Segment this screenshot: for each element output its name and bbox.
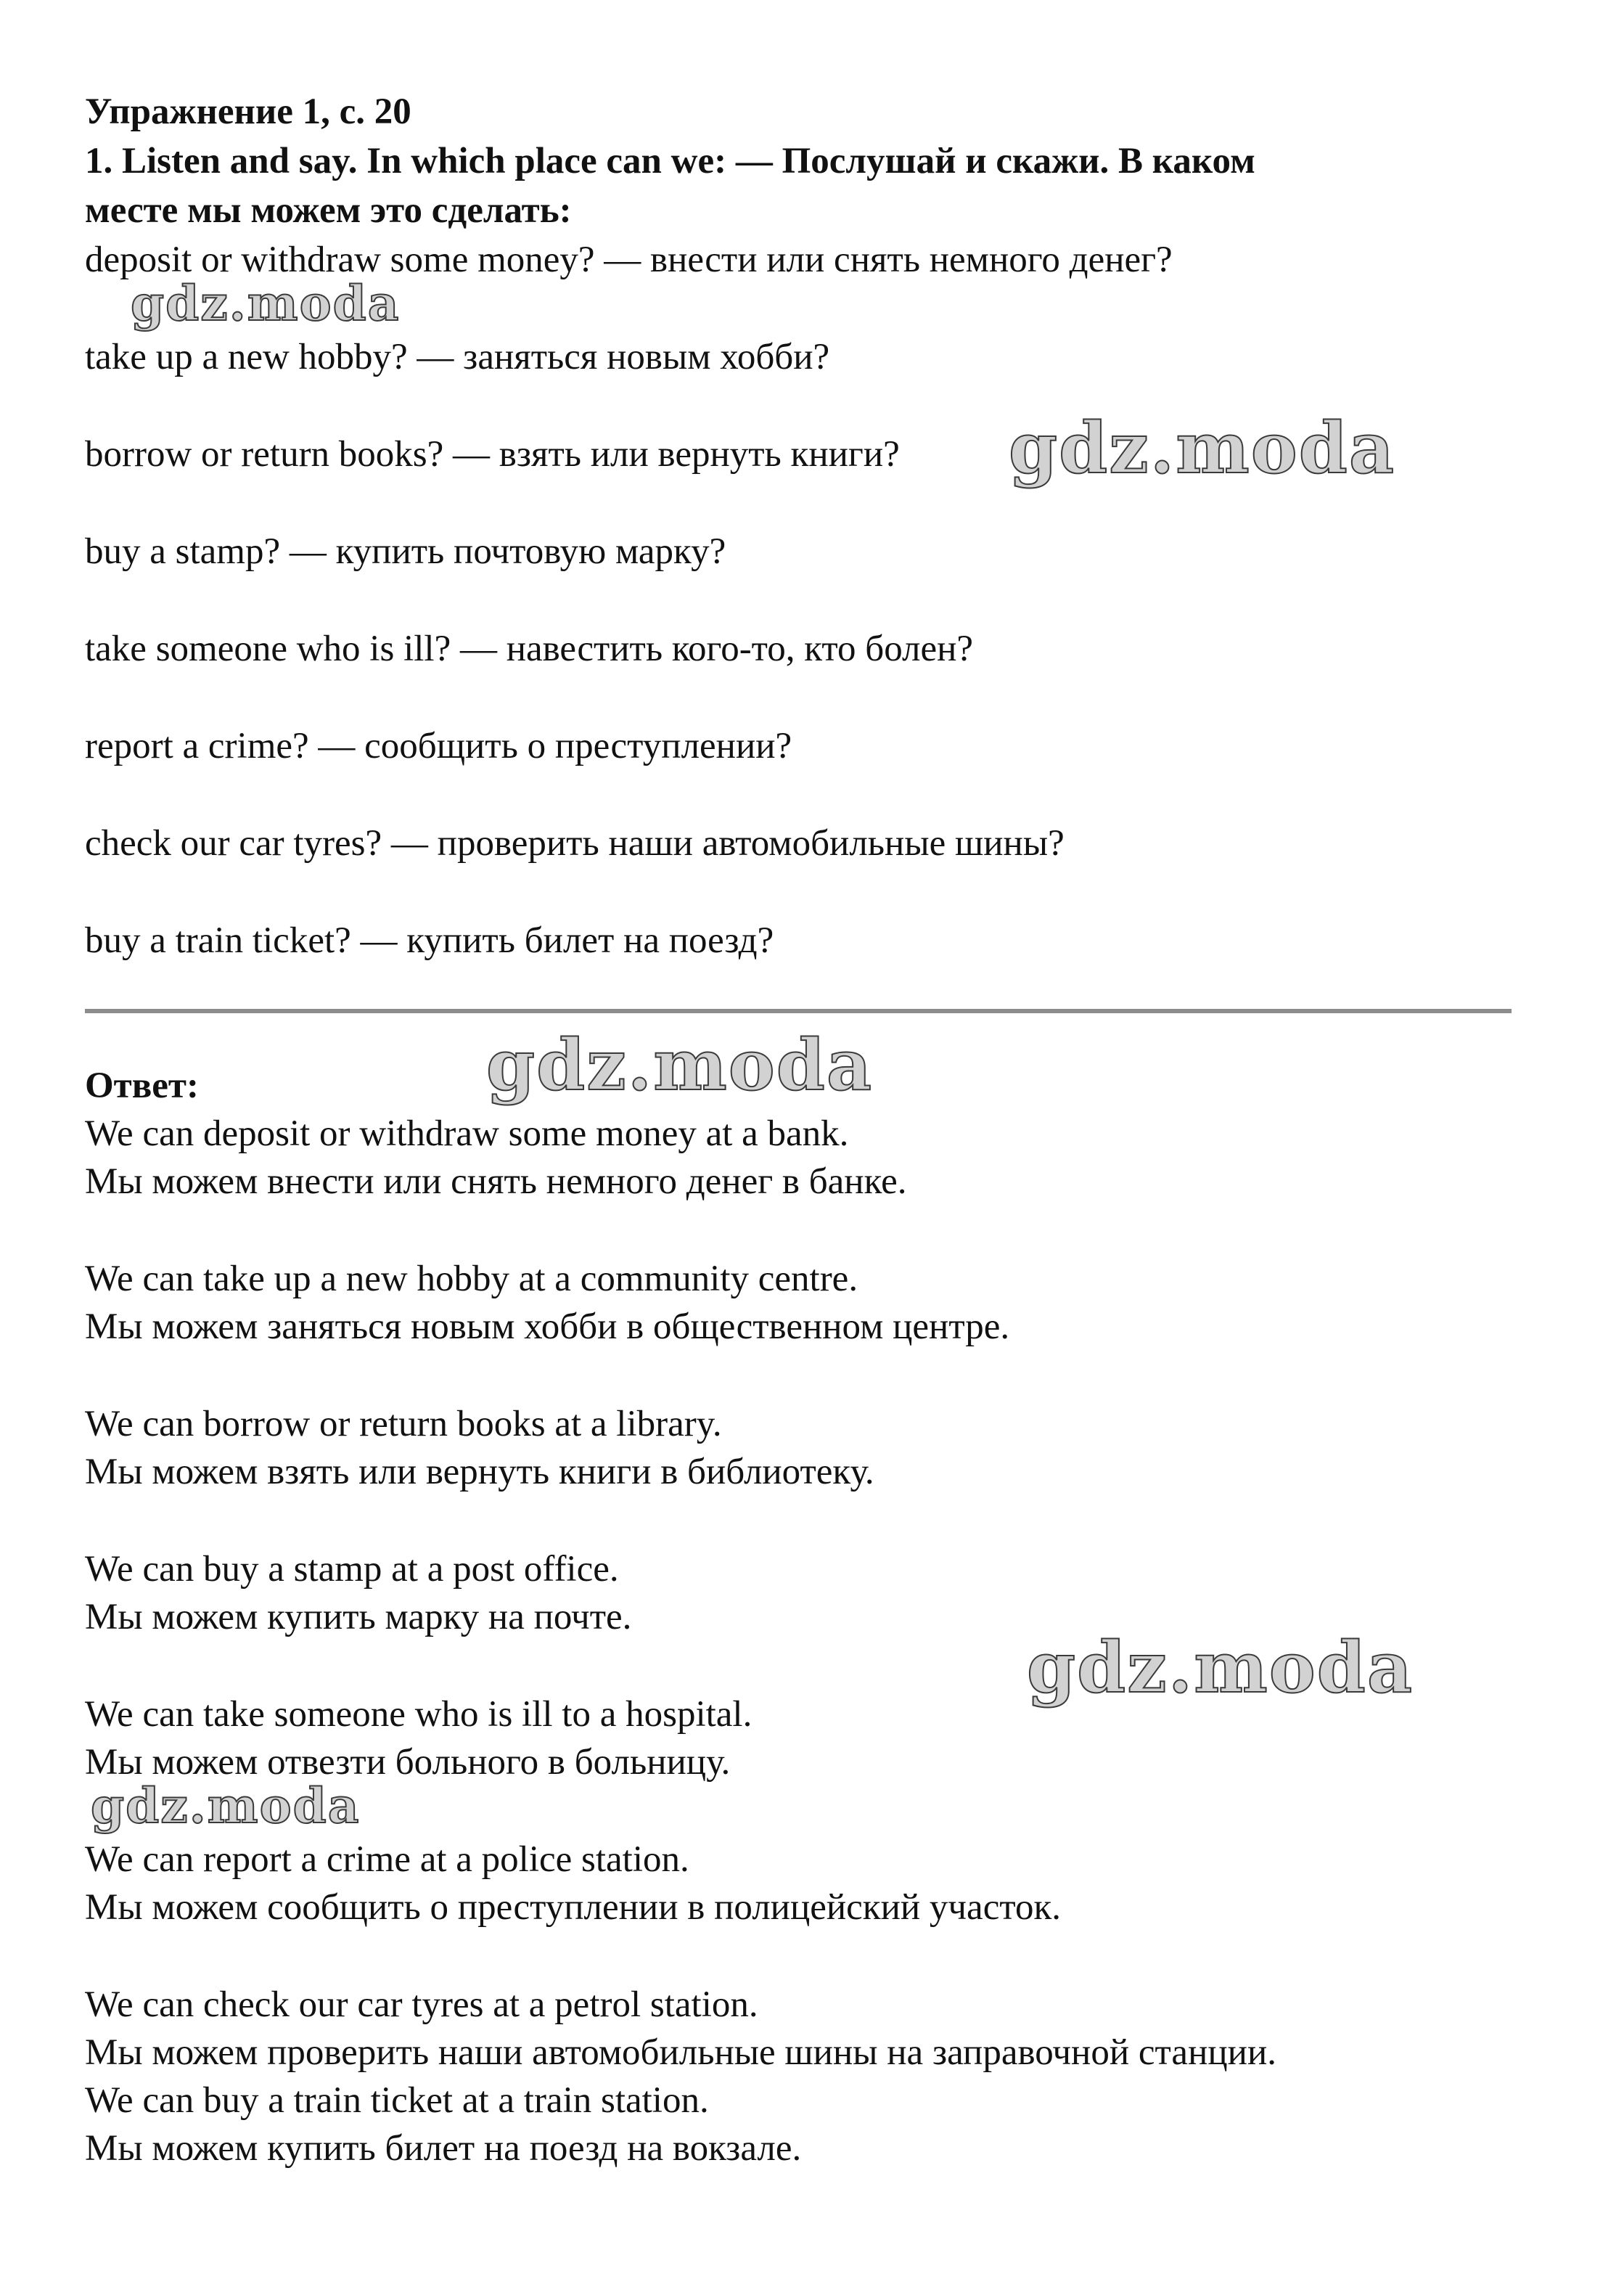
task-instruction-line-1: 1. Listen and say. In which place can we: — Послушай и скажи. В каком: [85, 141, 1255, 181]
question-item: deposit or withdraw some money? — внести или снять немного денег?: [85, 240, 1173, 280]
answer-line: Мы можем заняться новым хобби в общественном центре.: [85, 1306, 1010, 1347]
watermark-logo: gdz.moda: [1027, 1627, 1414, 1709]
answer-line: We can buy a train ticket at a train station.: [85, 2080, 709, 2121]
answer-line: We can take up a new hobby at a community centre.: [85, 1259, 858, 1299]
answer-line: Мы можем проверить наши автомобильные шины на заправочной станции.: [85, 2032, 1276, 2073]
answer-label: Ответ:: [85, 1065, 199, 1106]
watermark-logo: gdz.moda: [131, 275, 401, 332]
watermark-logo: gdz.moda: [486, 1024, 874, 1106]
answer-line: We can buy a stamp at a post office.: [85, 1549, 619, 1590]
answer-line: We can check our car tyres at a petrol station.: [85, 1984, 758, 2025]
answer-line: Мы можем купить билет на поезд на вокзале.: [85, 2128, 802, 2169]
answer-line: Мы можем взять или вернуть книги в библиотеку.: [85, 1452, 874, 1492]
question-item: check our car tyres? — проверить наши автомобильные шины?: [85, 823, 1065, 864]
answer-line: We can report a crime at a police station.: [85, 1839, 689, 1880]
question-item: take up a new hobby? — заняться новым хобби?: [85, 337, 830, 377]
answer-line: We can deposit or withdraw some money at a bank.: [85, 1113, 849, 1154]
question-item: buy a stamp? — купить почтовую марку?: [85, 531, 726, 572]
exercise-title: Упражнение 1, с. 20: [85, 91, 411, 132]
answer-line: Мы можем сообщить о преступлении в полицейский участок.: [85, 1887, 1061, 1928]
question-item: borrow or return books? — взять или вернуть книги?: [85, 434, 900, 475]
answer-line: Мы можем отвезти больного в больницу.: [85, 1742, 731, 1783]
answer-line: We can borrow or return books at a library.: [85, 1404, 722, 1444]
section-divider: [85, 1009, 1512, 1013]
question-item: report a crime? — сообщить о преступлении?: [85, 726, 792, 766]
answer-line: Мы можем купить марку на почте.: [85, 1597, 632, 1637]
task-instruction-line-2: месте мы можем это сделать:: [85, 190, 572, 231]
watermark-logo: gdz.moda: [1009, 407, 1396, 489]
answer-line: We can take someone who is ill to a hospital.: [85, 1694, 752, 1735]
question-item: buy a train ticket? — купить билет на поезд?: [85, 920, 774, 961]
question-item: take someone who is ill? — навестить кого-то, кто болен?: [85, 629, 974, 669]
watermark-logo: gdz.moda: [91, 1778, 361, 1834]
answer-line: Мы можем внести или снять немного денег в банке.: [85, 1161, 907, 1202]
